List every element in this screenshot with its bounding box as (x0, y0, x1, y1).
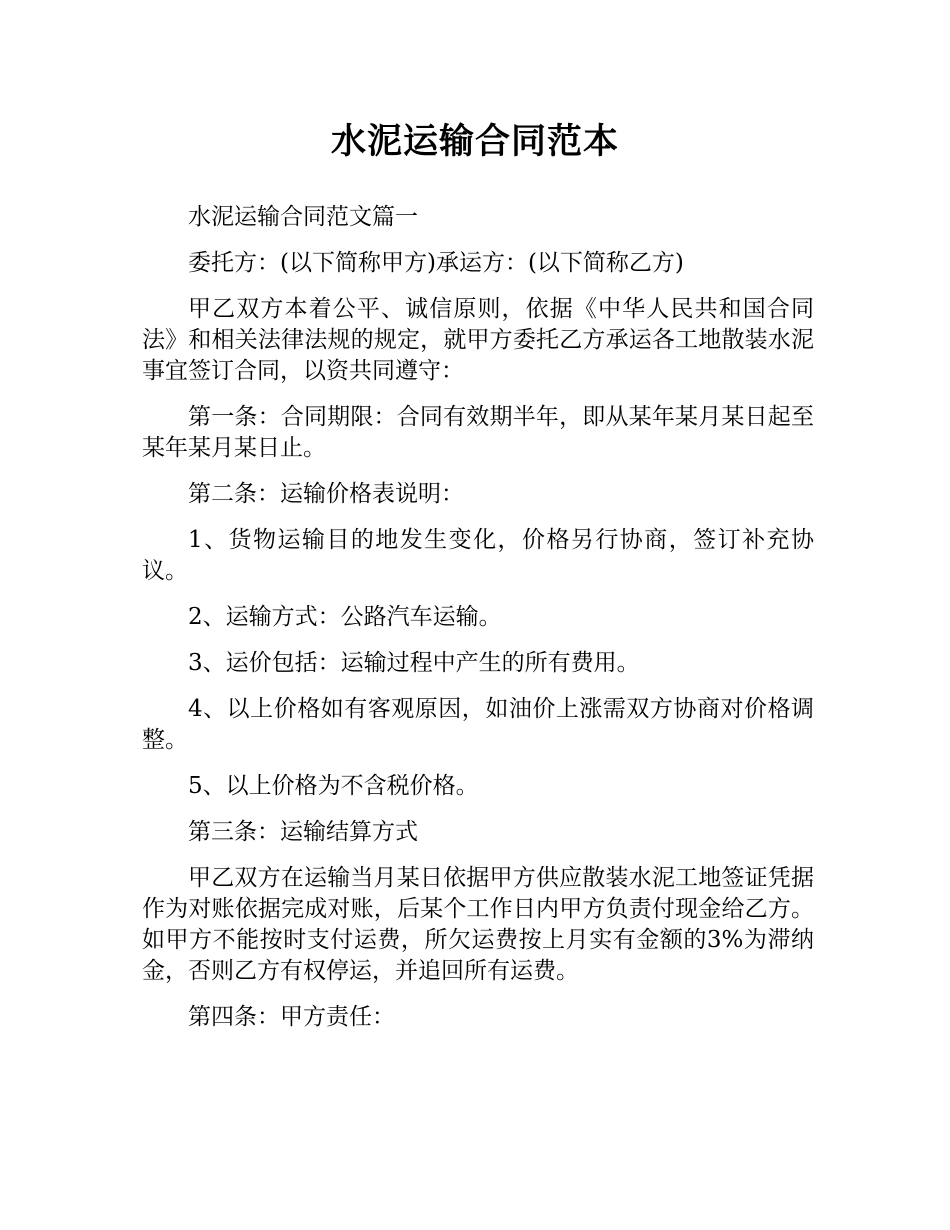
article-two-heading: 第二条：运输价格表说明： (188, 481, 464, 507)
parties-line: 委托方：(以下简称甲方)承运方：(以下简称乙方) (188, 250, 684, 276)
document-title: 水泥运输合同范本 (330, 122, 619, 162)
article-two-item-4: 4、以上价格如有客观原因，如油价上涨需双方协商对价格调整。 (142, 696, 814, 753)
article-two-item-3: 3、运价包括：运输过程中产生的所有费用。 (188, 650, 640, 676)
section-heading-variant-one: 水泥运输合同范文篇一 (188, 204, 418, 230)
article-three-heading: 第三条：运输结算方式 (188, 819, 418, 845)
article-two-item-2: 2、运输方式：公路汽车运输。 (188, 604, 502, 630)
preamble-paragraph: 甲乙双方本着公平、诚信原则，依据《中华人民共和国合同法》和相关法律法规的规定，就甲方委托乙方承运各工地散装水泥事宜签订合同，以资共同遵守： (142, 296, 814, 384)
article-two-item-1: 1、货物运输目的地发生变化，价格另行协商，签订补充协议。 (142, 527, 814, 584)
article-four-heading: 第四条：甲方责任： (188, 1004, 395, 1030)
article-one-term: 第一条：合同期限：合同有效期半年，即从某年某月某日起至某年某月某日止。 (142, 404, 814, 461)
document-body (142, 202, 814, 1048)
article-three-settlement: 甲乙双方在运输当月某日依据甲方供应散装水泥工地签证凭据作为对账依据完成对账，后某个工作日内甲方负责付现金给乙方。如甲方不能按时支付运费，所欠运费按上月实有金额的3%为滞纳金，否则乙方有权停运，并追回所有运费。 (142, 865, 814, 984)
article-two-item-5: 5、以上价格为不含税价格。 (188, 773, 479, 799)
